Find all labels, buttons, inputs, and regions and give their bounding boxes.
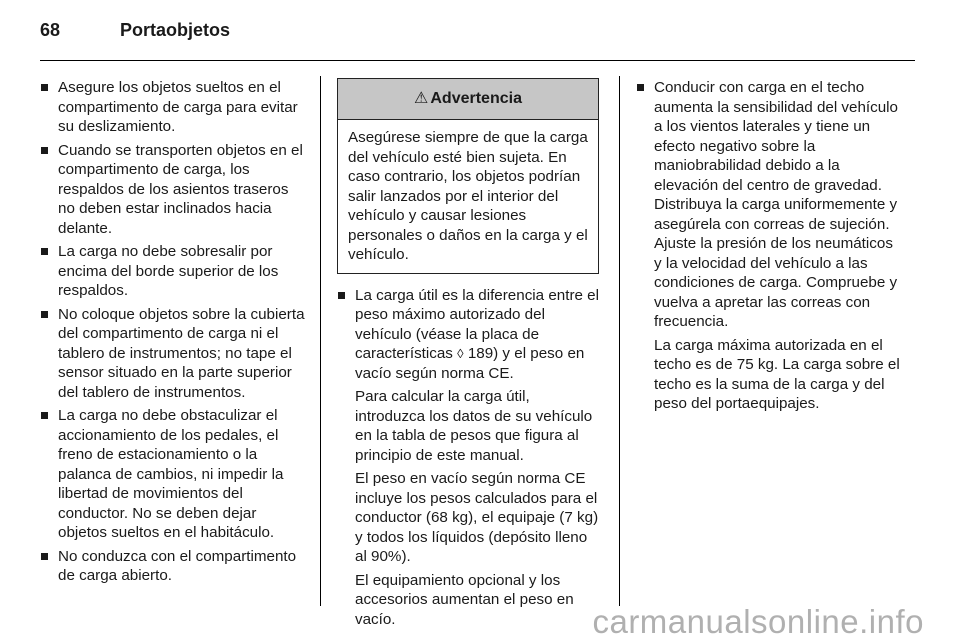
- warning-box: [337, 78, 599, 274]
- list-item: [337, 286, 603, 384]
- column-3: [636, 78, 902, 414]
- bullet-list: [636, 78, 902, 332]
- bullet-text: La carga útil es la diferencia entre el peso máximo autorizado del vehículo (véase la placa de características: [355, 286, 599, 362]
- warning-text: Asegúrese siempre de que la carga del vehículo esté bien sujeta. En caso contrario, los objetos podrían salir lanzados por el interior del vehículo y causar lesiones personales o daños en la carga y el vehículo.: [348, 129, 588, 263]
- bullet-text-end: ) y el peso en vacío según norma CE.: [355, 345, 585, 382]
- warning-header: [338, 79, 598, 120]
- column-divider-2: [619, 76, 620, 606]
- list-item: No conduzca con el compartimento de carga abierto.: [40, 547, 306, 586]
- column-divider-1: [320, 76, 321, 606]
- warning-title: Advertencia: [430, 90, 522, 108]
- paragraph: La carga máxima autorizada en el techo es de 75 kg. La carga sobre el techo es la suma de la carga y del peso del portaequipajes.: [654, 336, 900, 412]
- list-item: Conducir con carga en el techo aumenta la sensibilidad del vehículo a los vientos laterales y tiene un efecto negativo sobre la maniobrabilidad debido a la elevación del centro de gravedad. Distribuya la carga uniformemente y asegúrela con correas de sujeción. Ajuste la presión de los neumáticos y la velocidad del vehículo a las condiciones de carga. Compruebe y vuelva a apretar las correas con frecuencia.: [636, 78, 902, 332]
- watermark: carmanualsonline.info: [592, 603, 924, 640]
- list-item: Asegure los objetos sueltos en el compartimento de carga para evitar su deslizamiento.: [40, 78, 306, 137]
- list-item: La carga no debe sobresalir por encima del borde superior de los respaldos.: [40, 242, 306, 301]
- page-title: Portaobjetos: [120, 20, 231, 40]
- bullet-list: [337, 286, 603, 384]
- paragraph: Para calcular la carga útil, introduzca los datos de su vehículo en la tabla de pesos que figura al principio de este manual.: [355, 388, 593, 464]
- warning-triangle-icon: ⚠: [414, 90, 429, 108]
- page-reference-number[interactable]: 189: [467, 345, 494, 362]
- bullet-list: [40, 78, 306, 586]
- paragraph: El peso en vacío según norma CE incluye los pesos calculados para el conductor (68 kg), el equipaje (7 kg) y todos los líquidos (depósito lleno al 90%).: [355, 470, 599, 565]
- list-item: La carga no debe obstaculizar el accionamiento de los pedales, el freno de estacionamiento o la palanca de cambios, ni impedir la libertad de movimientos del conductor. No se deben dejar objetos sueltos en el habitáculo.: [40, 406, 306, 543]
- column-2: [337, 78, 603, 629]
- page-reference-icon[interactable]: ◊: [457, 346, 464, 361]
- page-number: 68: [40, 20, 61, 40]
- list-item: No coloque objetos sobre la cubierta del compartimento de carga ni el tablero de instrumentos; no tape el sensor situado en la parte superior del tablero de instrumentos.: [40, 305, 306, 403]
- paragraph: El equipamiento opcional y los accesorios aumentan el peso en vacío.: [355, 571, 574, 628]
- column-1: [40, 78, 306, 590]
- list-item: Cuando se transporten objetos en el compartimento de carga, los respaldos de los asientos traseros no deben estar inclinados hacia delante.: [40, 141, 306, 239]
- header-rule: [40, 60, 915, 61]
